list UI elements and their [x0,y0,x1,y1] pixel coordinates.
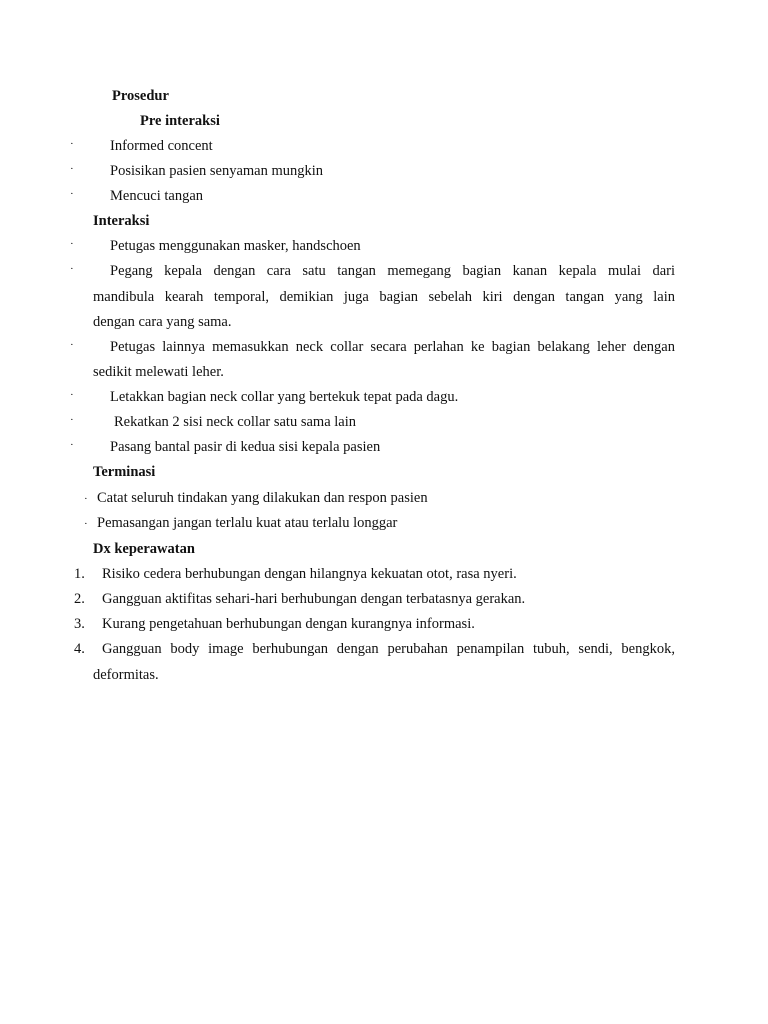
bullet-icon: · [70,188,74,200]
terminasi-item: Pemasangan jangan terlalu kuat atau terlalu longgar [97,515,398,531]
interaksi-item: Pasang bantal pasir di kedua sisi kepala pasien [110,439,381,455]
interaksi-item-line: sedikit melewati leher. [93,364,224,380]
heading-pre-interaksi: Pre interaksi [140,113,220,129]
bullet-icon: · [70,339,74,351]
dx-item: Gangguan aktifitas sehari-hari berhubungan dengan terbatasnya gerakan. [102,591,526,607]
bullet-icon: · [70,138,74,150]
terminasi-item: Catat seluruh tindakan yang dilakukan dan respon pasien [97,490,428,506]
bullet-icon: · [70,389,74,401]
bullet-icon: · [84,518,88,530]
bullet-icon: · [84,493,88,505]
bullet-icon: · [70,163,74,175]
dx-item-line: Gangguan body image berhubungan dengan perubahan penampilan tubuh, sendi, bengkok, [102,641,675,657]
pre-interaksi-item: Informed concent [110,138,213,154]
list-number: 4. [74,641,85,657]
interaksi-item-line: Pegang kepala dengan cara satu tangan memegang bagian kanan kepala mulai dari [110,263,675,279]
heading-terminasi: Terminasi [93,464,156,480]
dx-item: Kurang pengetahuan berhubungan dengan kurangnya informasi. [102,616,475,632]
dx-item: Risiko cedera berhubungan dengan hilangnya kekuatan otot, rasa nyeri. [102,566,517,582]
dx-item-line: deformitas. [93,667,159,683]
bullet-icon: · [70,414,74,426]
list-number: 1. [74,566,85,582]
interaksi-item-line: mandibula kearah temporal, demikian juga bagian sebelah kiri dengan tangan yang lain [93,289,675,305]
bullet-icon: · [70,263,74,275]
interaksi-item-line: dengan cara yang sama. [93,314,232,330]
interaksi-item: Petugas menggunakan masker, handschoen [110,238,361,254]
interaksi-item: Rekatkan 2 sisi neck collar satu sama lain [114,414,356,430]
list-number: 3. [74,616,85,632]
heading-prosedur: Prosedur [112,88,169,104]
bullet-icon: · [70,238,74,250]
heading-dx-keperawatan: Dx keperawatan [93,541,195,557]
interaksi-item: Letakkan bagian neck collar yang bertekuk tepat pada dagu. [110,389,459,405]
interaksi-item-line: Petugas lainnya memasukkan neck collar secara perlahan ke bagian belakang leher dengan [110,339,675,355]
pre-interaksi-item: Mencuci tangan [110,188,204,204]
list-number: 2. [74,591,85,607]
bullet-icon: · [70,439,74,451]
pre-interaksi-item: Posisikan pasien senyaman mungkin [110,163,324,179]
heading-interaksi: Interaksi [93,213,150,229]
